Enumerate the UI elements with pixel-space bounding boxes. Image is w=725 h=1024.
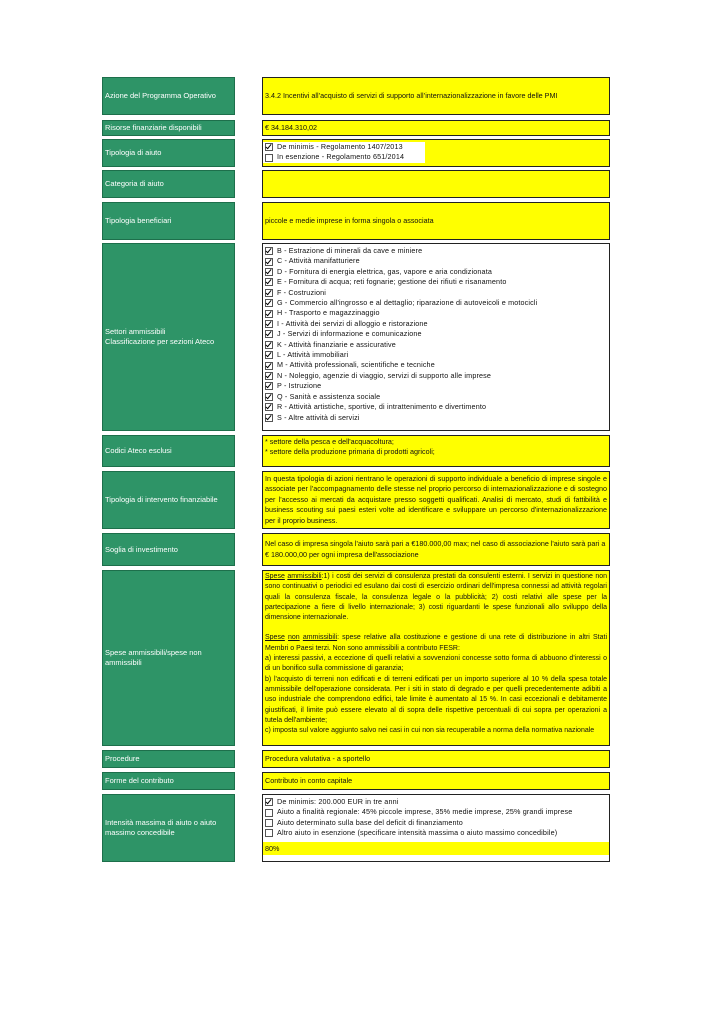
ammissibili-word: ammissibili — [287, 573, 322, 580]
settore-checkbox[interactable] — [265, 413, 607, 423]
settori-checkbox-list — [265, 246, 607, 423]
settore-checkbox[interactable] — [265, 340, 607, 350]
checkbox-checked-icon[interactable] — [265, 310, 273, 318]
value-procedure — [262, 750, 610, 768]
label-codici — [102, 435, 235, 467]
value-spese — [262, 570, 610, 746]
settore-checkbox[interactable] — [265, 329, 607, 339]
checkbox-unchecked-icon[interactable] — [265, 154, 273, 162]
checkbox-label: Altro aiuto in esenzione (specificare intensità massima o aiuto massimo concedibile) — [277, 828, 558, 838]
label-risorse — [102, 120, 235, 136]
label-intervento-text: Tipologia di intervento finanziabile — [105, 495, 218, 504]
label-categoria-text: Categoria di aiuto — [105, 179, 164, 188]
checkbox-esenzione[interactable] — [265, 152, 425, 162]
checkbox-checked-icon[interactable] — [265, 372, 273, 380]
value-azione — [262, 77, 610, 115]
settore-checkbox[interactable] — [265, 392, 607, 402]
checkbox-label: B - Estrazione di minerali da cave e miniere — [277, 246, 423, 255]
settore-checkbox[interactable] — [265, 308, 607, 318]
value-tipologia-aiuto — [262, 139, 610, 167]
label-soglia-text: Soglia di investimento — [105, 544, 178, 554]
checkbox-label: L - Attività immobiliari — [277, 350, 349, 360]
checkbox-checked-icon[interactable] — [265, 268, 273, 276]
intensita-checkbox[interactable] — [265, 818, 607, 828]
value-categoria — [262, 170, 610, 198]
checkbox-label: De minimis - Regolamento 1407/2013 — [277, 142, 403, 151]
label-settori — [102, 243, 235, 431]
label-intensita — [102, 794, 235, 862]
intensita-percent: 80% — [265, 843, 280, 853]
checkbox-label: F - Costruzioni — [277, 287, 326, 297]
value-forme-text: Contributo in conto capitale — [265, 775, 353, 785]
checkbox-label: Aiuto determinato sulla base del deficit di finanziamento — [277, 817, 463, 827]
settore-checkbox[interactable] — [265, 256, 607, 266]
value-soglia-text: Nel caso di impresa singola l'aiuto sarà pari a €180.000,00 max; nel caso di associazione l'aiuto sarà pari a € 180.000,00 per ogni impresa dell'associazione — [265, 539, 606, 559]
non-word: non — [288, 634, 300, 642]
label-settori-line2: Classificazione per sezioni Ateco — [105, 337, 215, 346]
checkbox-checked-icon[interactable] — [265, 798, 273, 806]
spese-non-ammissibili-text: : spese relative alla costituzione e gestione di una rete di distribuzione in altri Stati Membri o Paesi terzi. Non sono ammissibili a contributo FESR: — [265, 634, 607, 652]
checkbox-de-minimis[interactable] — [265, 142, 425, 152]
label-spese — [102, 570, 235, 746]
spese-item-b: b) l'acquisto di terreni non edificati e di terreni edificati per un importo superiore al 10 % della spesa totale ammissibile dell'operazione considerata. Per i siti in stato di degrado e per quelli precedentemente adibiti a uso industriale che comprendono edifici, tale limite è aumentato al 15 %. In casi eccezionali e debitamente giustificati, il limite può essere elevato al di sopra delle rispettive percentuali di cui sopra per operazioni a tutela dell'ambiente; — [265, 675, 607, 724]
label-tipologia-aiuto — [102, 139, 235, 167]
label-risorse-text: Risorse finanziarie disponibili — [105, 123, 202, 132]
checkbox-checked-icon[interactable] — [265, 351, 273, 359]
checkbox-label: J - Servizi di informazione e comunicazione — [277, 329, 422, 339]
settore-checkbox[interactable] — [265, 277, 607, 287]
checkbox-checked-icon[interactable] — [265, 143, 273, 151]
checkbox-label: I - Attività dei servizi di alloggio e ristorazione — [277, 318, 428, 328]
settore-checkbox[interactable] — [265, 319, 607, 329]
settore-checkbox[interactable] — [265, 371, 607, 381]
checkbox-label: E - Fornitura di acqua; reti fognarie; gestione dei rifiuti e risanamento — [277, 277, 507, 287]
checkbox-checked-icon[interactable] — [265, 320, 273, 328]
spese-item-c: c) imposta sul valore aggiunto salvo nei casi in cui non sia recuperabile a norma della normativa nazionale — [265, 727, 595, 735]
label-intensita-line2: massimo concedibile — [105, 828, 175, 837]
checkbox-unchecked-icon[interactable] — [265, 819, 273, 827]
value-azione-text: 3.4.2 Incentivi all’acquisto di servizi di supporto all’internazionalizzazione in favore delle PMI — [265, 90, 558, 100]
spese-ammissibili-text: :1) i costi dei servizi di consulenza prestati da consulenti esterni. I servizi in questione non sono continuativi o periodici ed esulano dai costi di esercizio ordinari dell'impresa connessi ad attività regolari quali la consulenza fiscale, la consulenza legale o la pubblicità; 2) costi relativi alle spese per la partecipazione a fiere di livello internazionale; 3) costi riguardanti le spese funzionali allo sviluppo della dimensione internazionale. — [265, 573, 608, 622]
checkbox-checked-icon[interactable] — [265, 299, 273, 307]
checkbox-checked-icon[interactable] — [265, 382, 273, 390]
checkbox-checked-icon[interactable] — [265, 330, 273, 338]
intensita-checkbox[interactable] — [265, 807, 607, 817]
checkbox-checked-icon[interactable] — [265, 289, 273, 297]
spese-word: Spese — [265, 634, 285, 642]
checkbox-checked-icon[interactable] — [265, 258, 273, 266]
checkbox-checked-icon[interactable] — [265, 403, 273, 411]
settore-checkbox[interactable] — [265, 402, 607, 412]
value-intervento-text: In questa tipologia di azioni rientrano le operazioni di supporto individuale a beneficio di imprese singole e associate per l’accompagnamento delle stesse nel proprio percorso di internazionalizzazione e di sostegno per l’accesso ai mercati da acquistare presso soggetti qualificati. Analisi di mercato, studi di fattibilità e business scouting sui paesi esteri volte ad identificare e sviluppare un percorso d'internazionalizzazione per il proprio business. — [265, 474, 607, 525]
ammissibili-word: ammissibili — [302, 634, 338, 642]
label-beneficiari-text: Tipologia beneficiari — [105, 216, 172, 225]
codici-line-2: * settore della produzione primaria di prodotti agricoli; — [265, 447, 435, 457]
intensita-checkbox[interactable] — [265, 797, 607, 807]
value-intensita — [262, 794, 610, 862]
settore-checkbox[interactable] — [265, 298, 607, 308]
checkbox-unchecked-icon[interactable] — [265, 809, 273, 817]
checkbox-label: D - Fornitura di energia elettrica, gas, vapore e aria condizionata — [277, 266, 493, 276]
settore-checkbox[interactable] — [265, 288, 607, 298]
label-intensita-line1: Intensità massima di aiuto o aiuto — [105, 818, 217, 827]
checkbox-label: Q - Sanità e assistenza sociale — [277, 391, 381, 401]
value-beneficiari-text: piccole e medie imprese in forma singola o associata — [265, 215, 434, 225]
checkbox-label: R - Attività artistiche, sportive, di intrattenimento e divertimento — [277, 402, 487, 412]
checkbox-label: G - Commercio all'ingrosso e al dettaglio; riparazione di autoveicoli e motocicli — [277, 298, 538, 308]
checkbox-checked-icon[interactable] — [265, 414, 273, 422]
intensita-checkbox-list — [265, 797, 607, 839]
checkbox-checked-icon[interactable] — [265, 362, 273, 370]
checkbox-label: In esenzione - Regolamento 651/2014 — [277, 152, 405, 162]
checkbox-checked-icon[interactable] — [265, 393, 273, 401]
spese-ammissibili-paragraph — [265, 572, 607, 623]
checkbox-label: S - Altre attività di servizi — [277, 412, 360, 422]
spacer — [265, 623, 607, 633]
label-forme-text: Forme del contributo — [105, 776, 174, 785]
value-intervento — [262, 471, 610, 529]
settore-checkbox[interactable] — [265, 267, 607, 277]
label-azione-text: Azione del Programma Operativo — [105, 91, 216, 100]
settore-checkbox[interactable] — [265, 350, 607, 360]
checkbox-label: H - Trasporto e magazzinaggio — [277, 308, 380, 318]
label-settori-line1: Settori ammissibili — [105, 327, 166, 336]
value-risorse — [262, 120, 610, 136]
label-tipologia-aiuto-text: Tipologia di aiuto — [105, 148, 162, 157]
label-beneficiari — [102, 202, 235, 240]
checkbox-label: P - Istruzione — [277, 381, 322, 391]
value-procedure-text: Procedura valutativa - a sportello — [265, 753, 371, 763]
value-soglia — [262, 533, 610, 566]
tipologia-aiuto-options — [263, 142, 425, 163]
label-soglia — [102, 533, 235, 566]
spese-item-a: a) interessi passivi, a eccezione di quelli relativi a sovvenzioni concesse sotto forma di abbuono d'interessi o di un bonifico sulla commissione di garanzia; — [265, 655, 607, 673]
checkbox-checked-icon[interactable] — [265, 247, 273, 255]
spese-non-ammissibili-paragraph — [265, 633, 607, 654]
label-codici-text: Codici Ateco esclusi — [105, 446, 172, 455]
label-azione — [102, 77, 235, 115]
value-beneficiari — [262, 202, 610, 240]
settore-checkbox[interactable] — [265, 360, 607, 370]
label-spese-text: Spese ammissibili/spese non ammissibili — [105, 648, 202, 667]
intensita-checkbox[interactable] — [265, 828, 607, 838]
value-risorse-text: € 34.184.310,02 — [265, 122, 317, 132]
label-procedure-text: Procedure — [105, 754, 140, 763]
settore-checkbox[interactable] — [265, 246, 607, 256]
checkbox-label: De minimis: 200.000 EUR in tre anni — [277, 797, 399, 806]
label-procedure — [102, 750, 235, 768]
checkbox-checked-icon[interactable] — [265, 341, 273, 349]
label-forme — [102, 772, 235, 790]
checkbox-label: C - Attività manifatturiere — [277, 256, 360, 266]
value-forme — [262, 772, 610, 790]
value-codici — [262, 435, 610, 467]
checkbox-checked-icon[interactable] — [265, 278, 273, 286]
checkbox-unchecked-icon[interactable] — [265, 829, 273, 837]
label-categoria — [102, 170, 235, 198]
codici-line-1: * settore della pesca e dell'acquacoltura; — [265, 437, 394, 446]
checkbox-label: M - Attività professionali, scientifiche e tecniche — [277, 360, 435, 370]
intensita-percent-cell — [263, 842, 609, 855]
settore-checkbox[interactable] — [265, 381, 607, 391]
checkbox-label: N - Noleggio, agenzie di viaggio, servizi di supporto alle imprese — [277, 370, 492, 380]
spese-word: Spese — [265, 573, 285, 580]
checkbox-label: K - Attività finanziarie e assicurative — [277, 339, 396, 349]
checkbox-label: Aiuto a finalità regionale: 45% piccole imprese, 35% medie imprese, 25% grandi imprese — [277, 807, 573, 817]
value-settori — [262, 243, 610, 431]
label-intervento — [102, 471, 235, 529]
